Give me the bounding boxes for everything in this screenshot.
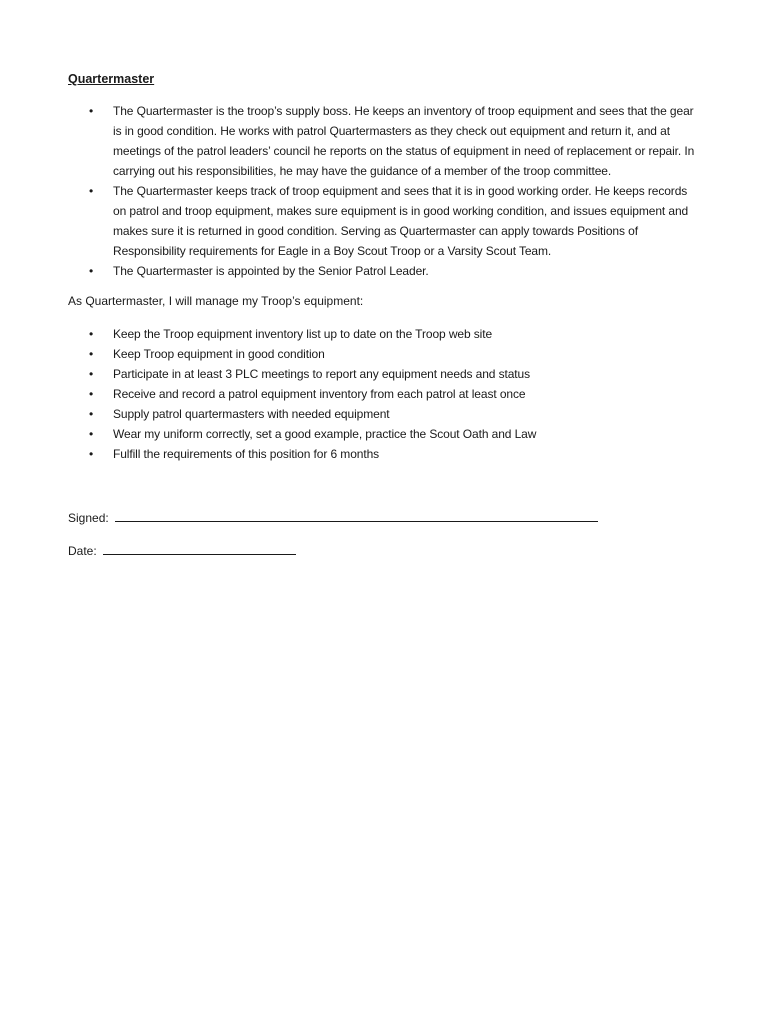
list-item-text: Receive and record a patrol equipment inventory from each patrol at least once	[113, 387, 526, 401]
list-item	[68, 384, 700, 404]
list-item-text: The Quartermaster is the troop’s supply boss. He keeps an inventory of troop equipment and sees that the gear is in good condition. He works with patrol Quartermasters as they check out equipment and return it, and at meetings of the patrol leaders’ council he reports on the status of equipment in need of replacement or repair. In carrying out his responsibilities, he may have the guidance of a member of the troop committee.	[113, 104, 695, 178]
role-description-list	[68, 101, 700, 281]
bullet-icon: •	[89, 387, 94, 401]
list-item	[68, 424, 700, 444]
signature-field[interactable]	[115, 508, 598, 522]
list-item-text: Participate in at least 3 PLC meetings to report any equipment needs and status	[113, 367, 531, 381]
list-item-text: The Quartermaster keeps track of troop equipment and sees that it is in good working order. He keeps records on patrol and troop equipment, makes sure equipment is in good working condition, and issues equipment and makes sure it is returned in good condition. Serving as Quartermaster can apply towards Positions of Responsibility requirements for Eagle in a Boy Scout Troop or a Varsity Scout Team.	[113, 184, 689, 258]
bullet-icon: •	[89, 264, 94, 278]
list-item	[68, 324, 700, 344]
bullet-icon: •	[89, 407, 94, 421]
list-item	[68, 364, 700, 384]
duties-list	[68, 324, 700, 464]
signature-line	[68, 508, 700, 528]
list-item-text: Keep Troop equipment in good condition	[113, 347, 325, 361]
bullet-icon: •	[89, 347, 94, 361]
bullet-icon: •	[89, 184, 94, 198]
list-item	[68, 344, 700, 364]
bullet-icon: •	[89, 327, 94, 341]
list-item	[68, 181, 703, 261]
date-field[interactable]	[103, 541, 296, 555]
bullet-icon: •	[89, 367, 94, 381]
bullet-icon: •	[89, 447, 94, 461]
intro-text: As Quartermaster, I will manage my Troop’s equipment:	[68, 294, 364, 308]
list-item	[68, 404, 700, 424]
date-label: Date:	[68, 544, 97, 558]
list-item	[68, 101, 703, 181]
list-item	[68, 444, 700, 464]
list-item-text: Keep the Troop equipment inventory list up to date on the Troop web site	[113, 327, 493, 341]
date-line	[68, 541, 700, 561]
list-item-text: Fulfill the requirements of this position for 6 months	[113, 447, 380, 461]
list-item-text: Supply patrol quartermasters with needed equipment	[113, 407, 390, 421]
list-item-text: The Quartermaster is appointed by the Senior Patrol Leader.	[113, 264, 429, 278]
signed-label: Signed:	[68, 511, 109, 525]
list-item	[68, 261, 703, 281]
bullet-icon: •	[89, 427, 94, 441]
list-item-text: Wear my uniform correctly, set a good example, practice the Scout Oath and Law	[113, 427, 537, 441]
document-title: Quartermaster	[68, 72, 155, 86]
bullet-icon: •	[89, 104, 94, 118]
